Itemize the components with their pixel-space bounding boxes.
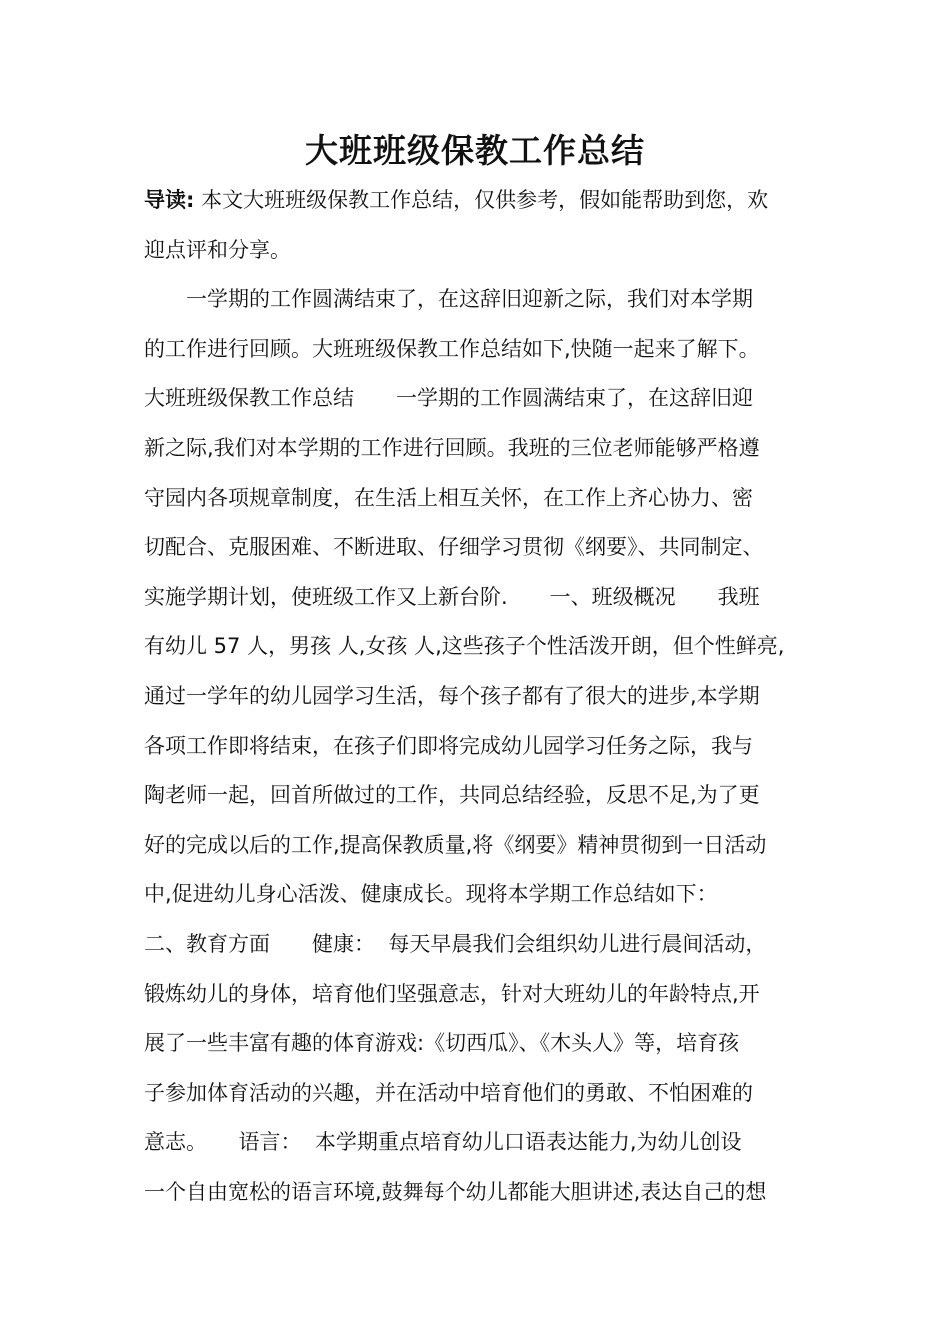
intro-text: 本文大班班级保教工作总结，仅供参考，假如能帮助到您，欢 <box>194 188 769 212</box>
body-line: 意志。 语言： 本学期重点培育幼儿口语表达能力,为幼儿创设 <box>144 1130 742 1155</box>
document-title: 大班班级保教工作总结 <box>305 131 645 170</box>
body-line: 新之际,我们对本学期的工作进行回顾。我班的三位老师能够严格遵 <box>144 435 760 460</box>
body-line: 二、教育方面 健康： 每天早晨我们会组织幼儿进行晨间活动， <box>144 931 767 956</box>
body-line: 有幼儿 57 人，男孩 人,女孩 人,这些孩子个性活泼开朗，但个性鲜亮, <box>144 634 785 659</box>
body-line: 大班班级保教工作总结 一学期的工作圆满结束了，在这辞旧迎 <box>144 386 753 411</box>
body-line: 守园内各项规章制度，在生活上相互关怀，在工作上齐心协力、密 <box>144 485 753 510</box>
body-line: 切配合、克服困难、不断进取、仔细学习贯彻《纲要》、共同制定、 <box>144 535 764 560</box>
body-line: 好的完成以后的工作,提高保教质量,将《纲要》精神贯彻到一日活动 <box>144 832 767 857</box>
intro-line-1 <box>144 176 810 226</box>
intro-label: 导读: <box>144 188 195 212</box>
body-line: 锻炼幼儿的身体，培育他们坚强意志，针对大班幼儿的年龄特点,开 <box>144 981 760 1006</box>
body-line: 展了一些丰富有趣的体育游戏:《切西瓜》、《木头人》等，培育孩 <box>144 1031 740 1056</box>
intro-line-2: 迎点评和分享。 <box>144 237 291 262</box>
body-line: 的工作进行回顾。大班班级保教工作总结如下,快随一起来了解下。 <box>144 336 760 361</box>
document-body <box>144 176 810 1217</box>
body-line: 陶老师一起，回首所做过的工作，共同总结经验，反思不足,为了更 <box>144 783 760 808</box>
body-line: 实施学期计划，使班级工作又上新台阶. 一、班级概况 我班 <box>144 584 760 609</box>
body-line: 一个自由宽松的语言环境,鼓舞每个幼儿都能大胆讲述,表达自己的想 <box>144 1179 767 1204</box>
body-line: 子参加体育活动的兴趣，并在活动中培育他们的勇敢、不怕困难的 <box>144 1080 753 1105</box>
body-line: 一学期的工作圆满结束了，在这辞旧迎新之际，我们对本学期 <box>144 287 753 312</box>
body-line: 中,促进幼儿身心活泼、健康成长。现将本学期工作总结如下： <box>144 882 718 907</box>
body-line: 各项工作即将结束，在孩子们即将完成幼儿园学习任务之际，我与 <box>144 733 753 758</box>
body-line: 通过一学年的幼儿园学习生活，每个孩子都有了很大的进步,本学期 <box>144 683 760 708</box>
